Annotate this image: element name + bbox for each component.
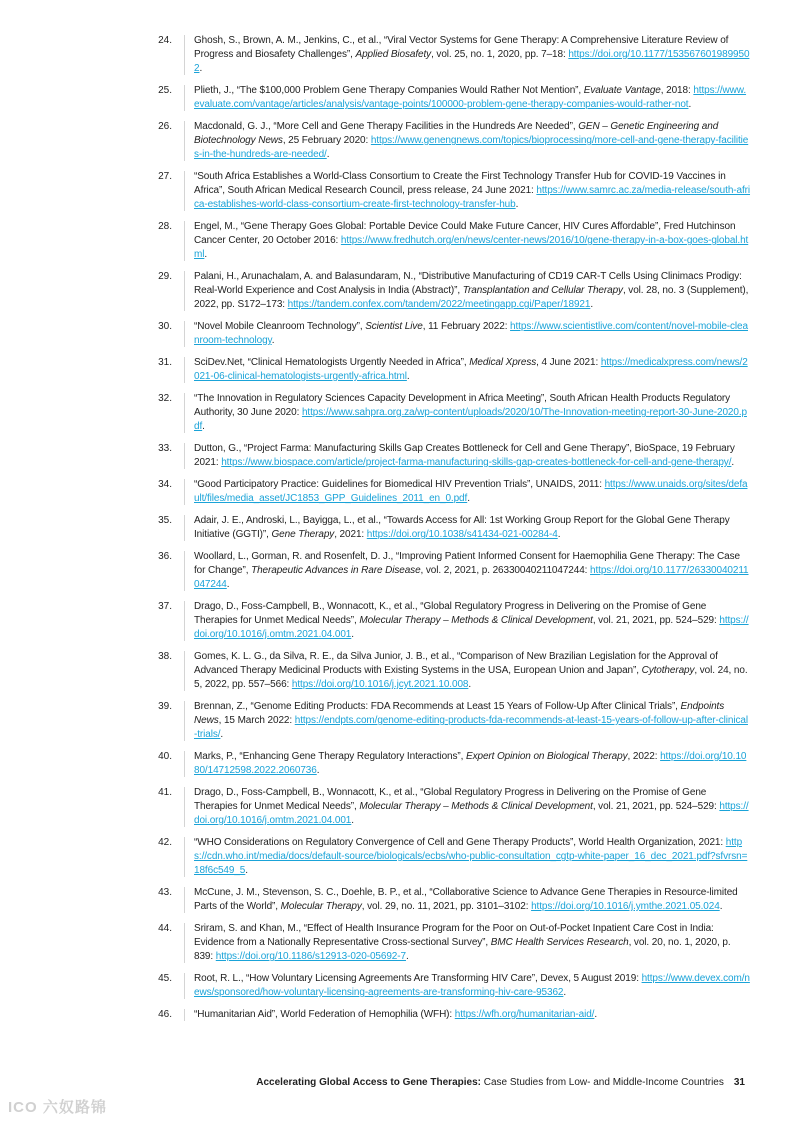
reference-text-segment: . [245, 865, 248, 876]
reference-item [145, 750, 750, 778]
reference-text-segment: Marks, P., “Enhancing Gene Therapy Regulatory Interactions”, [194, 751, 467, 762]
footer-title-rest: Case Studies from Low- and Middle-Income Countries [480, 1077, 724, 1088]
reference-text-segment: “South Africa Establishes a World-Class Consortium to Create the First Technology Transfer Hub for COVID-19 Vaccines in Africa”, South African Medical Research Council, press release, 24 June 2021: [194, 171, 726, 196]
reference-link[interactable]: https://endpts.com/genome-editing-products-fda-recommends-at-least-15-years-of-follow-up-after-clinical-trials/ [194, 715, 748, 740]
reference-number: 40. [158, 751, 172, 762]
reference-text-segment: Plieth, J., “The $100,000 Problem Gene Therapy Companies Would Rather Not Mention”, [194, 85, 584, 96]
reference-number: 34. [158, 479, 172, 490]
reference-text-segment: , vol. 28, no. 3 (Supplement), 2022, pp. S172–173: [194, 285, 749, 310]
reference-link[interactable]: https://www.devex.com/news/sponsored/how-voluntary-licensing-agreements-are-transforming-hiv-care-95362 [194, 973, 750, 998]
reference-divider [184, 479, 185, 505]
reference-link[interactable]: https://doi.org/10.1186/s12913-020-05692-7 [215, 951, 406, 962]
reference-text [194, 356, 750, 384]
reference-text-segment: , 2021: [334, 529, 367, 540]
reference-text [194, 120, 750, 162]
reference-link[interactable]: https://www.scientistlive.com/content/novel-mobile-cleanroom-technology [194, 321, 748, 346]
reference-text-segment: “Good Participatory Practice: Guidelines for Biomedical HIV Prevention Trials”, UNAIDS, 2011: [194, 479, 605, 490]
reference-source: Molecular Therapy [280, 901, 362, 912]
reference-divider [184, 121, 185, 161]
reference-item [145, 514, 750, 542]
reference-text [194, 270, 750, 312]
reference-divider [184, 393, 185, 433]
page-number: 31 [733, 1077, 745, 1088]
reference-text-segment: McCune, J. M., Stevenson, S. C., Doehle, B. P., et al., “Collaborative Science to Advance Gene Therapies in Resource-limited Parts of the World”, [194, 887, 738, 912]
reference-text-segment: . [557, 529, 561, 540]
watermark: ICO 六奴路锦 [8, 1099, 107, 1116]
reference-text-segment: , vol. 25, no. 1, 2020, pp. 7–18: [431, 49, 569, 60]
reference-item [145, 442, 750, 470]
reference-number: 42. [158, 837, 172, 848]
reference-number: 41. [158, 787, 172, 798]
reference-text [194, 550, 750, 592]
page-footer [256, 1077, 745, 1088]
reference-number: 38. [158, 651, 172, 662]
reference-text-segment: . [719, 901, 723, 912]
reference-item [145, 600, 750, 642]
reference-number: 33. [158, 443, 172, 454]
reference-item [145, 392, 750, 434]
reference-number: 32. [158, 393, 172, 404]
reference-text-segment: , 4 June 2021: [536, 357, 601, 368]
reference-divider [184, 923, 185, 963]
reference-item [145, 786, 750, 828]
reference-text-segment: . [563, 987, 567, 998]
reference-text-segment: . [199, 63, 203, 74]
reference-divider [184, 357, 185, 383]
reference-divider [184, 171, 185, 211]
reference-text-segment: Ghosh, S., Brown, A. M., Jenkins, C., et al., “Viral Vector Systems for Gene Therapy: A Comprehensive Literature Review of Progress and Biosafety Challenges”, [194, 35, 729, 60]
reference-text [194, 220, 750, 262]
reference-item [145, 120, 750, 162]
reference-text-segment: , 15 March 2022: [218, 715, 295, 726]
reference-source: Gene Therapy [271, 529, 335, 540]
reference-text-segment: . [688, 99, 692, 110]
reference-source: Molecular Therapy – Methods & Clinical Development [359, 801, 593, 812]
reference-item [145, 220, 750, 262]
reference-divider [184, 837, 185, 877]
reference-text [194, 1008, 750, 1022]
reference-text-segment: , vol. 24, no. 5, 2022, pp. 557–566: [194, 665, 748, 690]
reference-divider [184, 651, 185, 691]
reference-number: 29. [158, 271, 172, 282]
reference-link[interactable]: https://cdn.who.int/media/docs/default-source/biologicals/ecbs/who-public-consultation_cgtp-white-paper_16_dec_2021.pdf?sfvrsn=18f6c549_5 [194, 837, 748, 876]
reference-item [145, 836, 750, 878]
reference-item [145, 972, 750, 1000]
reference-divider [184, 973, 185, 999]
reference-divider [184, 85, 185, 111]
reference-text-segment: . [271, 335, 275, 346]
reference-divider [184, 515, 185, 541]
reference-text-segment: . [405, 951, 409, 962]
reference-link[interactable]: https://www.genengnews.com/topics/bioprocessing/more-cell-and-gene-therapy-facilities-in-the-hundreds-are-needed/ [194, 135, 749, 160]
reference-divider [184, 887, 185, 913]
reference-item [145, 650, 750, 692]
reference-text [194, 600, 750, 642]
reference-text-segment: Dutton, G., “Project Farma: Manufacturing Skills Gap Creates Bottleneck for Cell and Gene Therapy”, BioSpace, 19 February 2021: [194, 443, 735, 468]
reference-divider [184, 701, 185, 741]
reference-item [145, 170, 750, 212]
reference-source: Molecular Therapy – Methods & Clinical Development [359, 615, 593, 626]
reference-text-segment: “Novel Mobile Cleanroom Technology”, [194, 321, 366, 332]
reference-text-segment: Woollard, L., Gorman, R. and Rosenfelt, D. J., “Improving Patient Informed Consent for Haemophilia Gene Therapy: The Case for Change”, [194, 551, 740, 576]
reference-link[interactable]: https://doi.org/10.1016/j.ymthe.2021.05.024 [531, 901, 720, 912]
reference-text-segment: Gomes, K. L. G., da Silva, R. E., da Silva Junior, J. B., et al., “Comparison of New Brazilian Legislation for the Approval of Advanced Therapy Medicinal Products with Existing Systems in the USA, European Union and Japan”, [194, 651, 718, 676]
reference-text-segment: Root, R. L., “How Voluntary Licensing Agreements Are Transforming HIV Care”, Devex, 5 August 2019: [194, 973, 642, 984]
reference-source: Applied Biosafety [355, 49, 432, 60]
reference-number: 44. [158, 923, 172, 934]
reference-divider [184, 321, 185, 347]
reference-text [194, 972, 750, 1000]
reference-number: 39. [158, 701, 172, 712]
reference-item [145, 34, 750, 76]
reference-text-segment: SciDev.Net, “Clinical Hematologists Urgently Needed in Africa”, [194, 357, 470, 368]
reference-text-segment: . [226, 579, 230, 590]
reference-number: 43. [158, 887, 172, 898]
reference-number: 26. [158, 121, 172, 132]
reference-text [194, 886, 750, 914]
reference-number: 45. [158, 973, 172, 984]
reference-text-segment: , 2022: [627, 751, 661, 762]
reference-text-segment: . [204, 249, 208, 260]
reference-text-segment: . [351, 815, 354, 826]
reference-text [194, 478, 750, 506]
reference-item [145, 356, 750, 384]
reference-item [145, 922, 750, 964]
reference-text-segment: . [515, 199, 519, 210]
reference-text-segment: , 11 February 2022: [422, 321, 511, 332]
reference-item [145, 320, 750, 348]
reference-divider [184, 751, 185, 777]
reference-link[interactable]: https://www.samrc.ac.za/media-release/south-africa-establishes-world-class-consortium-create-first-technology-transfer-hub [194, 185, 751, 210]
reference-text-segment: “WHO Considerations on Regulatory Convergence of Cell and Gene Therapy Products”, World Health Organization, 2021: [194, 837, 726, 848]
reference-text-segment: Drago, D., Foss-Campbell, B., Wonnacott, K., et al., “Global Regulatory Progress in Delivering on the Promise of Gene Therapies for Unmet Medical Needs”, [194, 787, 707, 812]
reference-source: Medical Xpress [469, 357, 537, 368]
reference-text [194, 320, 750, 348]
reference-text-segment: . [351, 629, 354, 640]
reference-source: Cytotherapy [641, 665, 695, 676]
reference-text-segment: , vol. 20, no. 1, 2020, p. 839: [194, 937, 731, 962]
reference-text [194, 786, 750, 828]
reference-text-segment: “The Innovation in Regulatory Sciences Capacity Development in Africa Meeting”, South African Health Products Regulatory Authority, 30 June 2020: [194, 393, 731, 418]
reference-text [194, 750, 750, 778]
reference-text-segment: . [468, 679, 472, 690]
reference-text [194, 84, 750, 112]
reference-link[interactable]: https://wfh.org/humanitarian-aid/ [454, 1009, 595, 1020]
reference-divider [184, 271, 185, 311]
reference-divider [184, 443, 185, 469]
reference-text [194, 650, 750, 692]
footer-title-bold: Accelerating Global Access to Gene Therapies: [256, 1077, 481, 1088]
reference-link[interactable]: https://www.fredhutch.org/en/news/center-news/2016/10/gene-therapy-in-a-box-goes-global.html [194, 235, 749, 260]
reference-source: Endpoints News [194, 701, 725, 726]
reference-link[interactable]: https://www.unaids.org/sites/default/files/media_asset/JC1853_GPP_Guidelines_2011_en_0.pdf [194, 479, 748, 504]
reference-text-segment: Brennan, Z., “Genome Editing Products: FDA Recommends at Least 15 Years of Follow-Up After Clinical Trials”, [194, 701, 681, 712]
reference-text-segment: , 2018: [660, 85, 694, 96]
reference-text [194, 922, 750, 964]
reference-text-segment: . [220, 729, 224, 740]
reference-text-segment: . [467, 493, 470, 504]
reference-text-segment: . [326, 149, 330, 160]
reference-divider [184, 221, 185, 261]
reference-text [194, 34, 750, 76]
reference-link[interactable]: https://tandem.confex.com/tandem/2022/meetingapp.cgi/Paper/18921 [287, 299, 591, 310]
reference-number: 37. [158, 601, 172, 612]
reference-link[interactable]: https://doi.org/10.1016/j.omtm.2021.04.001 [194, 615, 749, 640]
reference-item [145, 886, 750, 914]
reference-divider [184, 35, 185, 75]
reference-text [194, 836, 750, 878]
reference-text-segment: , vol. 29, no. 11, 2021, pp. 3101–3102: [361, 901, 532, 912]
reference-number: 35. [158, 515, 172, 526]
reference-number: 27. [158, 171, 172, 182]
reference-divider [184, 601, 185, 641]
reference-text-segment: , vol. 21, 2021, pp. 524–529: [592, 801, 720, 812]
reference-source: Therapeutic Advances in Rare Disease [251, 565, 421, 576]
reference-item [145, 700, 750, 742]
reference-link[interactable]: https://doi.org/10.1016/j.jcyt.2021.10.008 [291, 679, 469, 690]
reference-item [145, 1008, 750, 1022]
reference-item [145, 270, 750, 312]
reference-link[interactable]: https://www.biospace.com/article/project-farma-manufacturing-skills-gap-creates-bottleneck-for-cell-and-gene-therapy/ [221, 457, 732, 468]
reference-link[interactable]: https://doi.org/10.1177/1535676019899502 [194, 49, 750, 74]
reference-divider [184, 787, 185, 827]
reference-text-segment: , 25 February 2020: [282, 135, 371, 146]
reference-number: 30. [158, 321, 172, 332]
reference-link[interactable]: https://www.evaluate.com/vantage/articles/analysis/vantage-points/100000-problem-gene-therapy-companies-would-rather-not [194, 85, 747, 110]
reference-item [145, 550, 750, 592]
reference-text-segment: . [594, 1009, 598, 1020]
reference-number: 46. [158, 1009, 172, 1020]
reference-divider [184, 1009, 185, 1021]
reference-number: 28. [158, 221, 172, 232]
reference-text-segment: Sriram, S. and Khan, M., “Effect of Health Insurance Program for the Poor on Out-of-Pocket Inpatient Care Cost in India: Evidence from a Nationally Representative Cross-sectional Survey”, [194, 923, 714, 948]
reference-text-segment: Drago, D., Foss-Campbell, B., Wonnacott, K., et al., “Global Regulatory Progress in Delivering on the Promise of Gene Therapies for Unmet Medical Needs”, [194, 601, 707, 626]
reference-item [145, 84, 750, 112]
reference-text-segment: Engel, M., “Gene Therapy Goes Global: Portable Device Could Make Future Cancer, HIV Cures Affordable”, Fred Hutchinson Cancer Center, 20 October 2016: [194, 221, 736, 246]
reference-link[interactable]: https://doi.org/10.1080/14712598.2022.2060736 [194, 751, 747, 776]
reference-number: 24. [158, 35, 172, 46]
reference-list [145, 34, 750, 1030]
reference-text-segment: Palani, H., Arunachalam, A. and Balasundaram, N., “Distributive Manufacturing of CD19 CAR-T Cells Using Clinimacs Prodigy: Real-World Experience and Cost Analysis in India (Abstract)”, [194, 271, 742, 296]
reference-number: 36. [158, 551, 172, 562]
reference-text [194, 392, 750, 434]
reference-text [194, 170, 750, 212]
reference-source: Expert Opinion on Biological Therapy [466, 751, 628, 762]
reference-item [145, 478, 750, 506]
reference-text-segment: , vol. 21, 2021, pp. 524–529: [592, 615, 720, 626]
reference-text-segment: . [316, 765, 320, 776]
reference-text-segment: Macdonald, G. J., “More Cell and Gene Therapy Facilities in the Hundreds Are Needed”, [194, 121, 579, 132]
reference-number: 31. [158, 357, 172, 368]
reference-link[interactable]: https://www.sahpra.org.za/wp-content/uploads/2020/10/The-Innovation-meeting-report-30-June-2020.pdf [194, 407, 747, 432]
reference-text-segment: . [731, 457, 735, 468]
reference-link[interactable]: https://doi.org/10.1038/s41434-021-00284-4 [366, 529, 558, 540]
reference-text-segment: “Humanitarian Aid”, World Federation of Hemophilia (WFH): [194, 1009, 455, 1020]
reference-text-segment: . [202, 421, 205, 432]
reference-source: BMC Health Services Research [490, 937, 629, 948]
reference-text-segment: . [590, 299, 594, 310]
reference-source: Evaluate Vantage [583, 85, 661, 96]
reference-text-segment: , vol. 2, 2021, p. 26330040211047244: [420, 565, 591, 576]
reference-divider [184, 551, 185, 591]
reference-source: Transplantation and Cellular Therapy [462, 285, 623, 296]
reference-link[interactable]: https://doi.org/10.1016/j.omtm.2021.04.001 [194, 801, 749, 826]
reference-number: 25. [158, 85, 172, 96]
reference-link[interactable]: https://medicalxpress.com/news/2021-06-clinical-hematologists-urgently-africa.html [194, 357, 748, 382]
reference-link[interactable]: https://doi.org/10.1177/26330040211047244 [194, 565, 749, 590]
reference-text [194, 514, 750, 542]
reference-text-segment: Adair, J. E., Androski, L., Bayigga, L., et al., “Towards Access for All: 1st Working Group Report for the Global Gene Therapy Initiative (GGTI)”, [194, 515, 730, 540]
reference-text-segment: . [406, 371, 410, 382]
reference-text [194, 700, 750, 742]
reference-source: Scientist Live [365, 321, 423, 332]
reference-text [194, 442, 750, 470]
reference-source: GEN – Genetic Engineering and Biotechnology News [194, 121, 719, 146]
